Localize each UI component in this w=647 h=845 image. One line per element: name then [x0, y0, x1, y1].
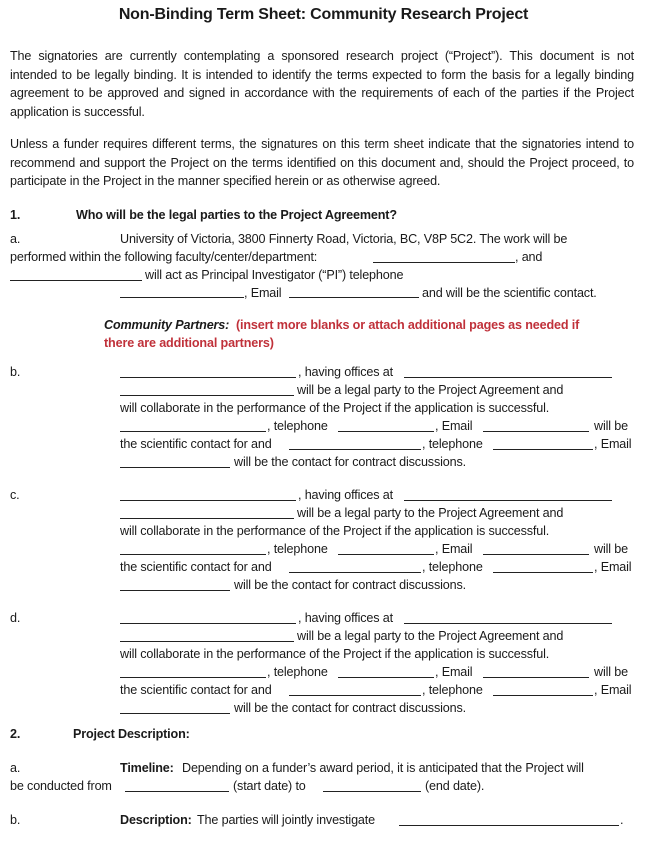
- department-field[interactable]: [373, 262, 515, 263]
- partner-address-field[interactable]: [404, 623, 612, 624]
- timeline-line2-start: be conducted from: [10, 779, 112, 793]
- community-partners-note-1: (insert more blanks or attach additional pages as needed if: [236, 318, 580, 332]
- item-a-label: a.: [10, 232, 21, 246]
- timeline-text: Depending on a funder’s award period, it is anticipated that the Project will: [182, 761, 584, 775]
- description-bold: Description:: [120, 813, 192, 827]
- item-a-line1: University of Victoria, 3800 Finnerty Road, Victoria, BC, V8P 5C2. The work will be: [120, 232, 568, 246]
- having-offices-text: , having offices at: [298, 488, 393, 502]
- scientific-contact-text: the scientific contact for and: [120, 683, 272, 697]
- partner-name-field[interactable]: [120, 377, 296, 378]
- partner-label: d.: [10, 611, 21, 625]
- legal-party-text: will be a legal party to the Project Agreement and: [297, 506, 564, 520]
- item-a-line3: will act as Principal Investigator (“PI”) telephone: [145, 268, 404, 282]
- email-text-2: , Email: [594, 683, 632, 697]
- scientific-contact-name-field[interactable]: [120, 431, 266, 432]
- contract-contact-email-field[interactable]: [120, 713, 230, 714]
- having-offices-text: , having offices at: [298, 365, 393, 379]
- collaborate-text: will collaborate in the performance of the Project if the application is successful.: [120, 647, 550, 661]
- timeline-label: a.: [10, 761, 21, 775]
- partner-address-field[interactable]: [404, 500, 612, 501]
- item-a-line2-end: , and: [515, 250, 543, 264]
- intro-paragraph-1: The signatories are currently contemplating a sponsored research project (“Project”). This document is not intended to be legally binding. It is intended to identify the terms expected to form the basis for a legally binding agreement to be approved and signed in accordance with the requirements of each of the parties if the Project application is successful.: [10, 49, 634, 119]
- section-1-number: 1.: [10, 208, 21, 222]
- section-2-heading: Project Description:: [73, 727, 190, 741]
- contract-contact-name-field[interactable]: [289, 449, 421, 450]
- telephone-text-2: , telephone: [422, 560, 483, 574]
- pi-name-field[interactable]: [10, 280, 142, 281]
- partner-block-d: [0, 610, 647, 720]
- scientific-contact-telephone-field[interactable]: [338, 431, 434, 432]
- collaborate-text: will collaborate in the performance of the Project if the application is successful.: [120, 401, 550, 415]
- legal-party-text: will be a legal party to the Project Agreement and: [297, 383, 564, 397]
- contract-contact-text: will be the contact for contract discussions.: [234, 701, 466, 715]
- telephone-text-2: , telephone: [422, 437, 483, 451]
- legal-party-text: will be a legal party to the Project Agreement and: [297, 629, 564, 643]
- pi-telephone-field[interactable]: [120, 297, 244, 298]
- community-partners-note-2: there are additional partners): [104, 336, 274, 350]
- partner-address-field-2[interactable]: [120, 641, 294, 642]
- email-text: , Email: [435, 542, 473, 556]
- document-title: Non-Binding Term Sheet: Community Research Project: [118, 6, 529, 23]
- scientific-contact-email-field[interactable]: [483, 677, 589, 678]
- scientific-contact-telephone-field[interactable]: [338, 677, 434, 678]
- partner-block-c: [0, 487, 647, 597]
- contract-contact-email-field[interactable]: [120, 590, 230, 591]
- telephone-text-2: , telephone: [422, 683, 483, 697]
- partner-name-field[interactable]: [120, 623, 296, 624]
- section-1-heading: Who will be the legal parties to the Project Agreement?: [76, 208, 397, 222]
- community-partners-label: Community Partners:: [104, 318, 230, 332]
- pi-email-field[interactable]: [289, 297, 419, 298]
- scientific-contact-text: the scientific contact for and: [120, 437, 272, 451]
- partner-label: c.: [10, 488, 20, 502]
- telephone-text: , telephone: [267, 665, 328, 679]
- section-2-number: 2.: [10, 727, 21, 741]
- telephone-text: , telephone: [267, 419, 328, 433]
- partner-address-field-2[interactable]: [120, 518, 294, 519]
- will-be-text: will be: [594, 542, 628, 556]
- item-a-line4-end: and will be the scientific contact.: [422, 286, 597, 300]
- scientific-contact-telephone-field[interactable]: [338, 554, 434, 555]
- scientific-contact-name-field[interactable]: [120, 677, 266, 678]
- start-date-text: (start date) to: [233, 779, 306, 793]
- intro-paragraph-2: Unless a funder requires different terms, the signatures on this term sheet indicate that the signatories intend to recommend and support the Project on the terms identified on this document and, should the Project proceed, to participate in the Project in the manner specified herein or as otherwise agreed.: [10, 137, 634, 188]
- scientific-contact-email-field[interactable]: [483, 431, 589, 432]
- contract-contact-text: will be the contact for contract discussions.: [234, 455, 466, 469]
- timeline-bold: Timeline:: [120, 761, 174, 775]
- scientific-contact-text: the scientific contact for and: [120, 560, 272, 574]
- partner-label: b.: [10, 365, 21, 379]
- scientific-contact-name-field[interactable]: [120, 554, 266, 555]
- contract-contact-telephone-field[interactable]: [493, 695, 593, 696]
- partner-block-b: [0, 364, 647, 474]
- scientific-contact-email-field[interactable]: [483, 554, 589, 555]
- contract-contact-name-field[interactable]: [289, 695, 421, 696]
- partner-address-field-2[interactable]: [120, 395, 294, 396]
- collaborate-text: will collaborate in the performance of the Project if the application is successful.: [120, 524, 550, 538]
- start-date-field[interactable]: [125, 791, 229, 792]
- contract-contact-text: will be the contact for contract discussions.: [234, 578, 466, 592]
- contract-contact-name-field[interactable]: [289, 572, 421, 573]
- description-label: b.: [10, 813, 21, 827]
- email-text-2: , Email: [594, 560, 632, 574]
- partner-address-field[interactable]: [404, 377, 612, 378]
- contract-contact-telephone-field[interactable]: [493, 572, 593, 573]
- will-be-text: will be: [594, 665, 628, 679]
- partner-name-field[interactable]: [120, 500, 296, 501]
- email-text-2: , Email: [594, 437, 632, 451]
- investigation-field[interactable]: [399, 825, 619, 826]
- having-offices-text: , having offices at: [298, 611, 393, 625]
- item-a-line2: performed within the following faculty/center/department:: [10, 250, 318, 264]
- end-date-field[interactable]: [323, 791, 421, 792]
- telephone-text: , telephone: [267, 542, 328, 556]
- description-end: .: [620, 813, 624, 827]
- email-text: , Email: [435, 665, 473, 679]
- will-be-text: will be: [594, 419, 628, 433]
- end-date-text: (end date).: [425, 779, 485, 793]
- description-text: The parties will jointly investigate: [197, 813, 375, 827]
- contract-contact-email-field[interactable]: [120, 467, 230, 468]
- email-text: , Email: [435, 419, 473, 433]
- item-a-email-label: , Email: [244, 286, 282, 300]
- contract-contact-telephone-field[interactable]: [493, 449, 593, 450]
